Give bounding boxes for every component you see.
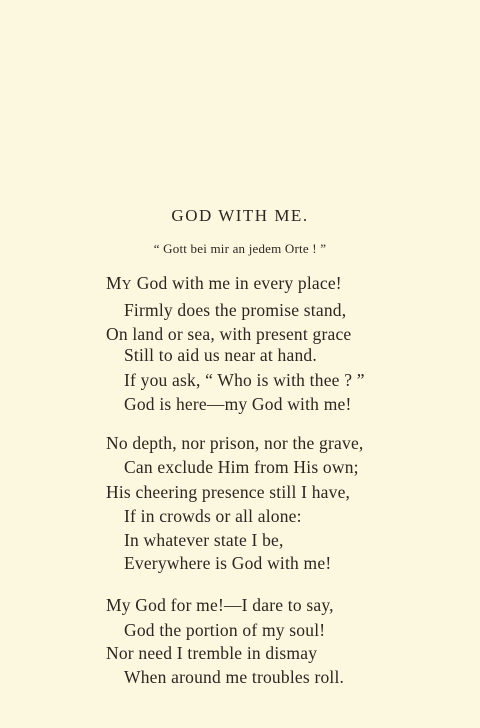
stanza-1-line-1	[106, 273, 342, 294]
drop-cap: M	[106, 273, 122, 293]
stanza-3-line-1: My God for me!—I dare to say,	[106, 595, 334, 615]
stanza-3-line-3: Nor need I tremble in dismay	[106, 643, 318, 663]
stanza-1-line-2: Firmly does the promise stand,	[124, 300, 347, 320]
stanza-2-line-2: Can exclude Him from His own;	[124, 457, 359, 477]
line-text: God with me in every place!	[132, 273, 342, 293]
stanza-1-line-3: On land or sea, with present grace	[106, 324, 352, 344]
stanza-2-line-4: If in crowds or all alone:	[124, 506, 302, 526]
stanza-2-line-3: His cheering presence still I have,	[106, 482, 351, 502]
stanza-1-line-4: Still to aid us near at hand.	[124, 345, 317, 365]
stanza-1-line-6: God is here—my God with me!	[124, 394, 352, 414]
stanza-3-line-2: God the portion of my soul!	[124, 620, 326, 640]
stanza-1-line-5: If you ask, “ Who is with thee ? ”	[124, 370, 365, 390]
poem-epigraph: “ Gott bei mir an jedem Orte ! ”	[153, 241, 327, 256]
stanza-2-line-1: No depth, nor prison, nor the grave,	[106, 433, 364, 453]
poem-title: GOD WITH ME.	[171, 206, 309, 225]
stanza-2-line-5: In whatever state I be,	[124, 530, 284, 550]
stanza-2-line-6: Everywhere is God with me!	[124, 553, 332, 573]
small-caps: Y	[121, 277, 133, 292]
stanza-3-line-4: When around me troubles roll.	[124, 667, 345, 687]
